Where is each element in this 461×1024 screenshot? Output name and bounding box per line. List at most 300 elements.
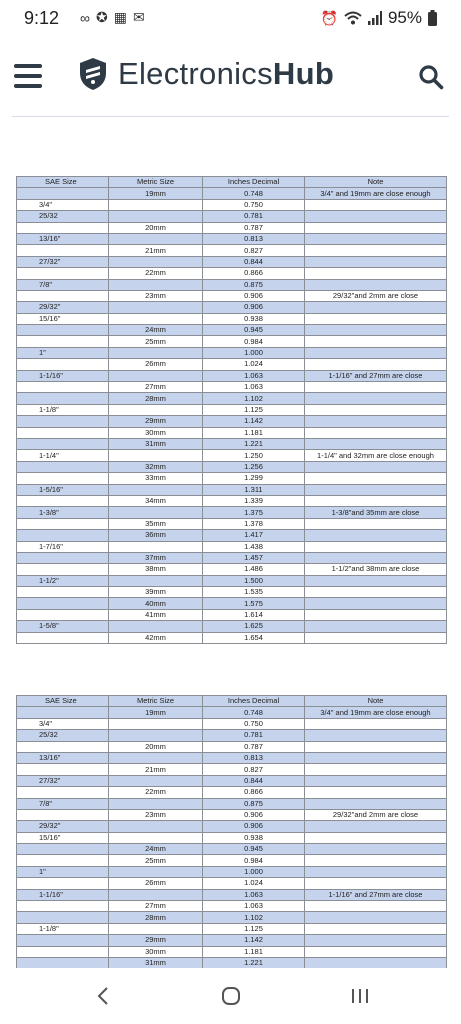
sae-cell (17, 855, 109, 866)
note-cell (305, 313, 447, 324)
table-row (17, 878, 447, 889)
inches-cell: 1.000 (203, 347, 305, 358)
voicemail-icon: ∞ (80, 9, 90, 26)
note-cell (305, 821, 447, 832)
note-cell (305, 199, 447, 210)
inches-cell: 1.457 (203, 552, 305, 563)
inches-cell: 1.311 (203, 484, 305, 495)
sae-cell: 1-1/8" (17, 923, 109, 934)
logo-text-light: Electronics (118, 56, 273, 91)
inches-cell: 0.748 (203, 188, 305, 199)
inches-cell: 1.000 (203, 866, 305, 877)
table-row (17, 541, 447, 552)
inches-cell: 1.181 (203, 946, 305, 957)
note-cell (305, 598, 447, 609)
header-divider (12, 116, 449, 117)
table-row (17, 336, 447, 347)
status-time: 9:12 (24, 8, 60, 28)
sae-cell (17, 935, 109, 946)
table-row (17, 912, 447, 923)
metric-cell: 28mm (109, 912, 203, 923)
inches-cell: 1.142 (203, 935, 305, 946)
table-row (17, 313, 447, 324)
note-cell (305, 268, 447, 279)
sae-cell (17, 587, 109, 598)
sae-cell (17, 336, 109, 347)
metric-cell: 39mm (109, 587, 203, 598)
inches-cell: 0.984 (203, 336, 305, 347)
table-row (17, 787, 447, 798)
inches-cell: 0.787 (203, 741, 305, 752)
inches-cell: 1.102 (203, 393, 305, 404)
sae-cell (17, 359, 109, 370)
metric-cell: 34mm (109, 495, 203, 506)
inches-cell: 1.024 (203, 359, 305, 370)
sae-cell (17, 245, 109, 256)
metric-cell: 22mm (109, 787, 203, 798)
note-cell: 1-1/16" and 27mm are close (305, 889, 447, 900)
inches-cell: 1.125 (203, 923, 305, 934)
inches-cell: 0.938 (203, 832, 305, 843)
signal-icon (368, 11, 382, 25)
metric-cell (109, 211, 203, 222)
metric-cell: 24mm (109, 325, 203, 336)
table-row (17, 382, 447, 393)
table-row (17, 450, 447, 461)
column-header-inches: Inches Decimal (203, 177, 305, 188)
note-cell (305, 211, 447, 222)
sae-cell: 1" (17, 347, 109, 358)
metric-cell (109, 507, 203, 518)
inches-cell: 1.378 (203, 518, 305, 529)
inches-cell: 0.945 (203, 844, 305, 855)
table-row (17, 530, 447, 541)
table-row (17, 461, 447, 472)
note-cell (305, 718, 447, 729)
sae-cell: 1-1/2" (17, 575, 109, 586)
inches-cell: 0.813 (203, 233, 305, 244)
note-cell (305, 233, 447, 244)
table-row (17, 404, 447, 415)
sae-cell (17, 598, 109, 609)
note-cell (305, 473, 447, 484)
column-header-metric: Metric Size (109, 177, 203, 188)
note-cell (305, 438, 447, 449)
sae-cell (17, 473, 109, 484)
inches-cell: 1.535 (203, 587, 305, 598)
note-cell (305, 764, 447, 775)
note-cell (305, 461, 447, 472)
inches-cell: 0.866 (203, 268, 305, 279)
sae-cell: 15/16" (17, 313, 109, 324)
metric-cell: 27mm (109, 901, 203, 912)
inches-cell: 0.781 (203, 211, 305, 222)
inches-cell: 1.575 (203, 598, 305, 609)
table-row (17, 809, 447, 820)
sae-cell: 1-1/8" (17, 404, 109, 415)
sae-cell: 1-1/16" (17, 889, 109, 900)
sae-cell: 1-1/4" (17, 450, 109, 461)
note-cell: 1-1/16" and 27mm are close (305, 370, 447, 381)
table-row (17, 946, 447, 957)
column-header-sae: SAE Size (17, 696, 109, 707)
column-header-metric: Metric Size (109, 696, 203, 707)
note-cell (305, 741, 447, 752)
recents-icon[interactable] (348, 984, 372, 1008)
inches-cell: 1.142 (203, 416, 305, 427)
note-cell (305, 530, 447, 541)
metric-cell (109, 404, 203, 415)
note-cell (305, 416, 447, 427)
note-cell (305, 279, 447, 290)
menu-icon[interactable] (14, 64, 42, 88)
note-cell (305, 552, 447, 563)
note-cell (305, 787, 447, 798)
sae-cell (17, 518, 109, 529)
metric-cell: 32mm (109, 461, 203, 472)
metric-cell: 19mm (109, 707, 203, 718)
metric-cell: 24mm (109, 844, 203, 855)
table-row (17, 923, 447, 934)
metric-cell (109, 752, 203, 763)
inches-cell: 0.984 (203, 855, 305, 866)
table-row (17, 279, 447, 290)
logo-text-bold: Hub (272, 56, 335, 91)
table-header-row (17, 177, 447, 188)
metric-cell (109, 450, 203, 461)
metric-cell: 26mm (109, 359, 203, 370)
sae-cell: 1-3/8" (17, 507, 109, 518)
table-row (17, 427, 447, 438)
table-row (17, 775, 447, 786)
metric-cell (109, 279, 203, 290)
table-row (17, 832, 447, 843)
table-row (17, 575, 447, 586)
table-row (17, 518, 447, 529)
metric-cell: 28mm (109, 393, 203, 404)
table-row (17, 359, 447, 370)
inches-cell: 0.787 (203, 222, 305, 233)
note-cell (305, 730, 447, 741)
metric-cell (109, 347, 203, 358)
table-row (17, 552, 447, 563)
sae-cell (17, 325, 109, 336)
sae-cell: 3/4" (17, 718, 109, 729)
note-cell (305, 245, 447, 256)
battery-icon (428, 10, 437, 26)
table-row (17, 438, 447, 449)
table-row (17, 621, 447, 632)
note-cell (305, 575, 447, 586)
sae-cell (17, 844, 109, 855)
note-cell (305, 382, 447, 393)
sae-cell (17, 188, 109, 199)
metric-cell: 35mm (109, 518, 203, 529)
sae-cell: 25/32 (17, 211, 109, 222)
note-cell (305, 775, 447, 786)
inches-cell: 0.827 (203, 764, 305, 775)
sae-cell: 3/4" (17, 199, 109, 210)
metric-cell: 20mm (109, 741, 203, 752)
inches-cell: 0.750 (203, 199, 305, 210)
navigation-bar (0, 968, 461, 1024)
table-header-row (17, 696, 447, 707)
inches-cell: 0.844 (203, 256, 305, 267)
table-row (17, 245, 447, 256)
inches-cell: 0.875 (203, 798, 305, 809)
home-icon[interactable] (219, 984, 243, 1008)
note-cell (305, 587, 447, 598)
note-cell (305, 541, 447, 552)
note-cell: 3/4" and 19mm are close enough (305, 707, 447, 718)
note-cell (305, 621, 447, 632)
inches-cell: 0.938 (203, 313, 305, 324)
inches-cell: 1.339 (203, 495, 305, 506)
inches-cell: 1.614 (203, 609, 305, 620)
table-row (17, 222, 447, 233)
note-cell (305, 484, 447, 495)
metric-cell (109, 233, 203, 244)
sae-cell (17, 461, 109, 472)
sae-cell: 15/16" (17, 832, 109, 843)
column-header-inches: Inches Decimal (203, 696, 305, 707)
sae-cell (17, 495, 109, 506)
site-logo-text (118, 56, 334, 92)
metric-cell (109, 302, 203, 313)
sae-cell (17, 382, 109, 393)
sae-cell (17, 946, 109, 957)
table-row (17, 370, 447, 381)
inches-cell: 1.063 (203, 901, 305, 912)
inches-cell: 1.063 (203, 889, 305, 900)
metric-cell (109, 798, 203, 809)
metric-cell: 42mm (109, 632, 203, 643)
table-row (17, 855, 447, 866)
table-row (17, 473, 447, 484)
column-header-note: Note (305, 696, 447, 707)
note-cell (305, 609, 447, 620)
inches-cell: 0.945 (203, 325, 305, 336)
battery-percent: 95% (387, 8, 422, 27)
metric-cell: 20mm (109, 222, 203, 233)
note-cell (305, 878, 447, 889)
table-row (17, 188, 447, 199)
metric-cell (109, 575, 203, 586)
inches-cell: 0.781 (203, 730, 305, 741)
shield-logo-icon (78, 57, 108, 91)
metric-cell (109, 775, 203, 786)
note-cell (305, 336, 447, 347)
sae-cell: 29/32" (17, 302, 109, 313)
note-cell (305, 832, 447, 843)
table-row (17, 393, 447, 404)
note-cell (305, 866, 447, 877)
column-header-note: Note (305, 177, 447, 188)
table-row (17, 416, 447, 427)
sae-cell (17, 707, 109, 718)
metric-cell: 30mm (109, 427, 203, 438)
inches-cell: 1.181 (203, 427, 305, 438)
table-row (17, 587, 447, 598)
table-row (17, 233, 447, 244)
table-row (17, 901, 447, 912)
metric-cell: 31mm (109, 438, 203, 449)
inches-cell: 1.256 (203, 461, 305, 472)
metric-cell: 33mm (109, 473, 203, 484)
inches-cell: 0.875 (203, 279, 305, 290)
metric-cell (109, 484, 203, 495)
table-row (17, 798, 447, 809)
sae-cell (17, 912, 109, 923)
inches-cell: 0.748 (203, 707, 305, 718)
table-row (17, 866, 447, 877)
metric-cell (109, 621, 203, 632)
metric-cell: 21mm (109, 245, 203, 256)
metric-cell: 40mm (109, 598, 203, 609)
table-row (17, 507, 447, 518)
sae-cell: 25/32 (17, 730, 109, 741)
inches-cell: 1.063 (203, 382, 305, 393)
status-bar (0, 0, 461, 36)
inches-cell: 1.438 (203, 541, 305, 552)
metric-cell: 29mm (109, 416, 203, 427)
sae-cell (17, 552, 109, 563)
inches-cell: 0.750 (203, 718, 305, 729)
note-cell (305, 752, 447, 763)
note-cell (305, 855, 447, 866)
inches-cell: 1.417 (203, 530, 305, 541)
inches-cell: 1.299 (203, 473, 305, 484)
note-cell (305, 935, 447, 946)
metric-cell: 19mm (109, 188, 203, 199)
wifi-icon (344, 11, 362, 25)
metric-cell (109, 370, 203, 381)
sae-cell: 1-5/8" (17, 621, 109, 632)
table-row (17, 718, 447, 729)
note-cell: 1-1/2"and 38mm are close (305, 564, 447, 575)
metric-cell: 31mm (109, 957, 203, 968)
inches-cell: 0.866 (203, 787, 305, 798)
sae-cell (17, 878, 109, 889)
search-icon[interactable] (418, 64, 444, 90)
sae-cell (17, 427, 109, 438)
conversion-table (16, 695, 447, 969)
inches-cell: 0.844 (203, 775, 305, 786)
metric-cell (109, 889, 203, 900)
table-row (17, 889, 447, 900)
metric-cell: 30mm (109, 946, 203, 957)
site-logo[interactable] (78, 56, 334, 92)
note-cell (305, 359, 447, 370)
sae-cell (17, 632, 109, 643)
status-system-icons (321, 8, 437, 28)
note-cell (305, 404, 447, 415)
sae-cell (17, 741, 109, 752)
sae-cell (17, 393, 109, 404)
table-row (17, 741, 447, 752)
app-icon: ▦ (113, 9, 127, 25)
inches-cell: 0.813 (203, 752, 305, 763)
metric-cell (109, 923, 203, 934)
sae-cell: 29/32" (17, 821, 109, 832)
inches-cell: 0.906 (203, 290, 305, 301)
sae-cell: 27/32" (17, 775, 109, 786)
table-row (17, 752, 447, 763)
note-cell (305, 632, 447, 643)
table-row (17, 302, 447, 313)
sae-cell: 1" (17, 866, 109, 877)
table-row (17, 199, 447, 210)
metric-cell (109, 541, 203, 552)
metric-cell: 25mm (109, 336, 203, 347)
sae-cell: 1-7/16" (17, 541, 109, 552)
inches-cell: 1.063 (203, 370, 305, 381)
sae-cell (17, 222, 109, 233)
table-row (17, 730, 447, 741)
inches-cell: 1.221 (203, 957, 305, 968)
sae-cell: 1-5/16" (17, 484, 109, 495)
back-icon[interactable] (92, 984, 116, 1008)
note-cell: 29/32"and 2mm are close (305, 290, 447, 301)
metric-cell: 36mm (109, 530, 203, 541)
note-cell (305, 222, 447, 233)
note-cell (305, 393, 447, 404)
metric-cell: 37mm (109, 552, 203, 563)
table-row (17, 211, 447, 222)
inches-cell: 1.024 (203, 878, 305, 889)
table-row (17, 484, 447, 495)
table-row (17, 935, 447, 946)
inches-cell: 0.906 (203, 809, 305, 820)
sae-cell: 13/16" (17, 233, 109, 244)
table-row (17, 821, 447, 832)
table-row (17, 495, 447, 506)
metric-cell (109, 821, 203, 832)
table-row (17, 564, 447, 575)
note-cell (305, 302, 447, 313)
sae-cell: 7/8" (17, 798, 109, 809)
table-row (17, 632, 447, 643)
sae-cell (17, 609, 109, 620)
sae-cell: 7/8" (17, 279, 109, 290)
sae-cell (17, 290, 109, 301)
note-cell (305, 325, 447, 336)
metric-cell: 29mm (109, 935, 203, 946)
note-cell (305, 495, 447, 506)
inches-cell: 0.906 (203, 821, 305, 832)
column-header-sae: SAE Size (17, 177, 109, 188)
metric-cell: 26mm (109, 878, 203, 889)
sae-cell: 1-1/16" (17, 370, 109, 381)
metric-cell (109, 866, 203, 877)
note-cell (305, 256, 447, 267)
status-notification-icons (80, 9, 145, 26)
table-row (17, 325, 447, 336)
metric-cell: 25mm (109, 855, 203, 866)
inches-cell: 1.486 (203, 564, 305, 575)
metric-cell (109, 718, 203, 729)
note-cell: 1-3/8"and 35mm are close (305, 507, 447, 518)
sae-cell (17, 438, 109, 449)
table-row (17, 268, 447, 279)
sae-cell (17, 901, 109, 912)
table-row (17, 609, 447, 620)
note-cell (305, 901, 447, 912)
inches-cell: 1.654 (203, 632, 305, 643)
inches-cell: 1.250 (203, 450, 305, 461)
sae-cell (17, 787, 109, 798)
inches-cell: 1.375 (203, 507, 305, 518)
